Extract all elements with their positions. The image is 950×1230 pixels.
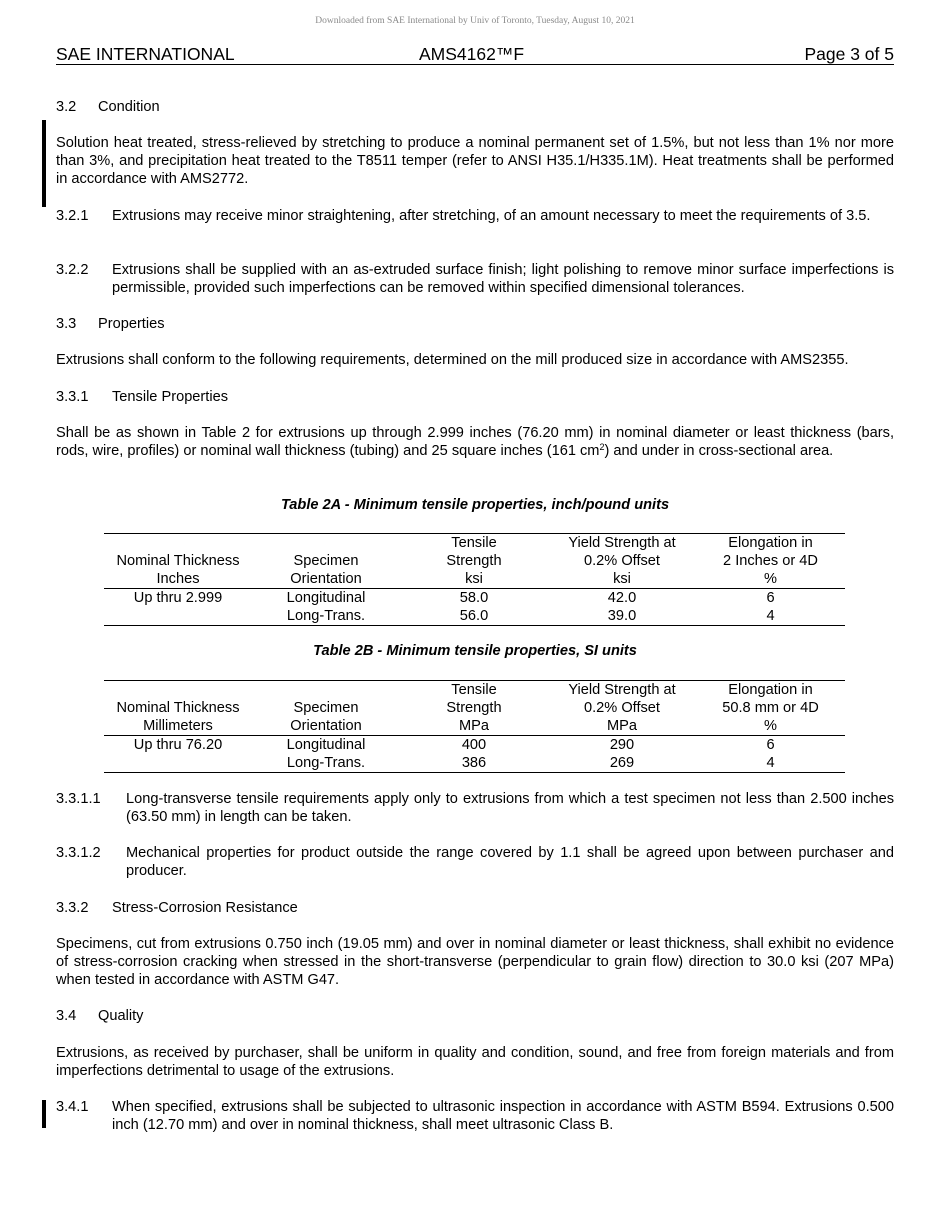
table-cell xyxy=(104,754,252,773)
section-3-3-2-heading xyxy=(56,899,894,917)
header-cell: Yield Strength at xyxy=(548,681,696,700)
table-row xyxy=(104,754,845,773)
section-3-2-body: Solution heat treated, stress-relieved by stretching to produce a nominal permanent set of 1.5%, but not less than 1% nor more than 3%, and precipitation heat treated to the T8511 temper (refer to ANSI H35.1/H335.1M). Heat treatments shall be performed in accordance with AMS2772. xyxy=(56,135,894,187)
table-cell: Longitudinal xyxy=(286,590,366,606)
section-3-2-heading xyxy=(56,98,894,116)
table-cell: Up thru 76.20 xyxy=(133,737,223,753)
table-2b xyxy=(104,680,845,773)
table-row xyxy=(104,607,845,626)
header-cell: Yield Strength at xyxy=(548,534,696,553)
table-cell: 400 xyxy=(461,737,487,753)
header-cell xyxy=(104,534,252,553)
table-cell: 58.0 xyxy=(459,590,489,606)
header-cell xyxy=(252,681,400,700)
header-cell xyxy=(104,681,252,700)
revision-bar xyxy=(42,1100,46,1128)
table-row xyxy=(104,589,845,608)
section-3-3-1-1 xyxy=(56,790,894,826)
section-text: Mechanical properties for product outside the range covered by 1.1 shall be agreed upon between purchaser and producer. xyxy=(126,845,894,879)
header-cell: Tensile xyxy=(400,534,548,553)
section-3-4-body: Extrusions, as received by purchaser, shall be uniform in quality and condition, sound, and free from foreign materials and from imperfections detrimental to usage of the extrusions. xyxy=(56,1045,894,1079)
section-number: 3.3 xyxy=(56,316,77,332)
header-cell: Orientation xyxy=(252,570,400,589)
table-cell: Long-Trans. xyxy=(252,754,400,773)
header-cell: Strength xyxy=(446,700,502,716)
section-number: 3.4.1 xyxy=(56,1099,89,1115)
header-cell: Orientation xyxy=(252,717,400,736)
table-cell: 386 xyxy=(400,754,548,773)
section-title: Condition xyxy=(98,99,160,115)
table-cell: Up thru 2.999 xyxy=(133,590,223,606)
section-3-3-1-body xyxy=(56,424,894,460)
section-3-3-heading xyxy=(56,315,894,333)
header-cell xyxy=(252,534,400,553)
section-title: Properties xyxy=(98,316,165,332)
table-cell xyxy=(104,607,252,626)
section-number: 3.3.1 xyxy=(56,389,89,405)
body-text: Shall be as shown in Table 2 for extrusions up through 2.999 inches (76.20 mm) in nominal diameter or least thickness (bars, rods, wire, profiles) or nominal wall thickness (tubing) and 25 square inches (161 cm xyxy=(56,425,894,459)
section-3-4-1 xyxy=(56,1098,894,1134)
download-watermark: Downloaded from SAE International by Univ of Toronto, Tuesday, August 10, 2021 xyxy=(315,16,635,26)
header-cell: MPa xyxy=(400,717,548,736)
section-3-2-2 xyxy=(56,261,894,297)
section-3-3-1-heading xyxy=(56,388,894,406)
header-cell: MPa xyxy=(548,717,696,736)
table-header-row xyxy=(104,681,845,700)
table-header-row xyxy=(104,534,845,553)
section-title: Quality xyxy=(98,1008,144,1024)
table-cell: 56.0 xyxy=(400,607,548,626)
header-cell: Nominal Thickness xyxy=(116,553,240,569)
header-cell: Strength xyxy=(446,553,502,569)
revision-bar xyxy=(42,120,46,207)
header-cell: % xyxy=(696,570,845,589)
header-cell: ksi xyxy=(548,570,696,589)
header-cell: Elongation in xyxy=(696,534,845,553)
section-text: Extrusions shall be supplied with an as-extruded surface finish; light polishing to remove minor surface imperfections is permissible, provided such imperfections can be removed within specified dimensional tolerances. xyxy=(112,262,894,296)
header-cell: Specimen xyxy=(293,553,359,569)
header-cell: Inches xyxy=(104,570,252,589)
table-cell: 6 xyxy=(766,590,775,606)
section-number: 3.3.2 xyxy=(56,900,89,916)
section-title: Tensile Properties xyxy=(112,389,228,405)
section-number: 3.2.1 xyxy=(56,208,89,224)
header-cell: ksi xyxy=(400,570,548,589)
section-title: Stress-Corrosion Resistance xyxy=(112,900,298,916)
section-text: Extrusions may receive minor straightening, after stretching, of an amount necessary to meet the requirements of 3.5. xyxy=(112,208,871,224)
section-3-2-1 xyxy=(56,207,894,225)
header-cell: % xyxy=(696,717,845,736)
header-cell: 0.2% Offset xyxy=(584,553,660,569)
header-cell: Elongation in xyxy=(696,681,845,700)
section-3-4-heading xyxy=(56,1007,894,1025)
header-cell: Specimen xyxy=(293,700,359,716)
section-number: 3.2.2 xyxy=(56,262,89,278)
section-number: 3.4 xyxy=(56,1008,77,1024)
header-org: SAE INTERNATIONAL xyxy=(56,44,235,64)
section-number: 3.2 xyxy=(56,99,77,115)
section-text: When specified, extrusions shall be subjected to ultrasonic inspection in accordance with ASTM B594. Extrusions 0.500 inch (12.70 mm) and over in nominal thickness, shall meet ultrasonic Class B. xyxy=(112,1099,894,1133)
table-cell: Long-Trans. xyxy=(252,607,400,626)
body-text: ) and under in cross-sectional area. xyxy=(604,443,834,459)
table-header-row xyxy=(104,552,845,570)
table-header-row xyxy=(104,570,845,589)
header-cell: Tensile xyxy=(400,681,548,700)
section-3-3-1-2 xyxy=(56,844,894,880)
table-header-row xyxy=(104,699,845,717)
table-2b-caption: Table 2B - Minimum tensile properties, SI units xyxy=(313,643,637,659)
superscript: 2 xyxy=(599,442,605,452)
table-cell: 6 xyxy=(766,737,775,753)
table-2a xyxy=(104,533,845,626)
table-cell: 269 xyxy=(548,754,696,773)
table-cell: 4 xyxy=(696,607,845,626)
table-header-row xyxy=(104,717,845,736)
table-cell: 42.0 xyxy=(607,590,637,606)
header-cell: 2 Inches or 4D xyxy=(723,553,818,569)
section-3-3-body: Extrusions shall conform to the following requirements, determined on the mill produced size in accordance with AMS2355. xyxy=(56,352,849,368)
header-cell: 50.8 mm or 4D xyxy=(722,700,819,716)
header-cell: 0.2% Offset xyxy=(584,700,660,716)
header-cell: Nominal Thickness xyxy=(116,700,240,716)
section-number: 3.3.1.1 xyxy=(56,791,101,807)
table-cell: 290 xyxy=(609,737,635,753)
header-page-number: Page 3 of 5 xyxy=(804,44,894,64)
section-3-3-2-body: Specimens, cut from extrusions 0.750 inch (19.05 mm) and over in nominal diameter or least thickness, shall exhibit no evidence of stress-corrosion cracking when stressed in the short-transverse (perpendicular to grain flow) direction to 30.0 ksi (207 MPa) when tested in accordance with ASTM G47. xyxy=(56,936,894,988)
table-cell: Longitudinal xyxy=(286,737,366,753)
header-doc-number: AMS4162™F xyxy=(419,44,525,64)
header-cell: Millimeters xyxy=(104,717,252,736)
page-header xyxy=(56,44,894,65)
table-2a-caption: Table 2A - Minimum tensile properties, inch/pound units xyxy=(280,497,670,513)
table-row xyxy=(104,736,845,755)
section-number: 3.3.1.2 xyxy=(56,845,101,861)
section-text: Long-transverse tensile requirements apply only to extrusions from which a test specimen not less than 2.500 inches (63.50 mm) in length can be taken. xyxy=(126,791,894,825)
table-cell: 4 xyxy=(696,754,845,773)
table-cell: 39.0 xyxy=(548,607,696,626)
